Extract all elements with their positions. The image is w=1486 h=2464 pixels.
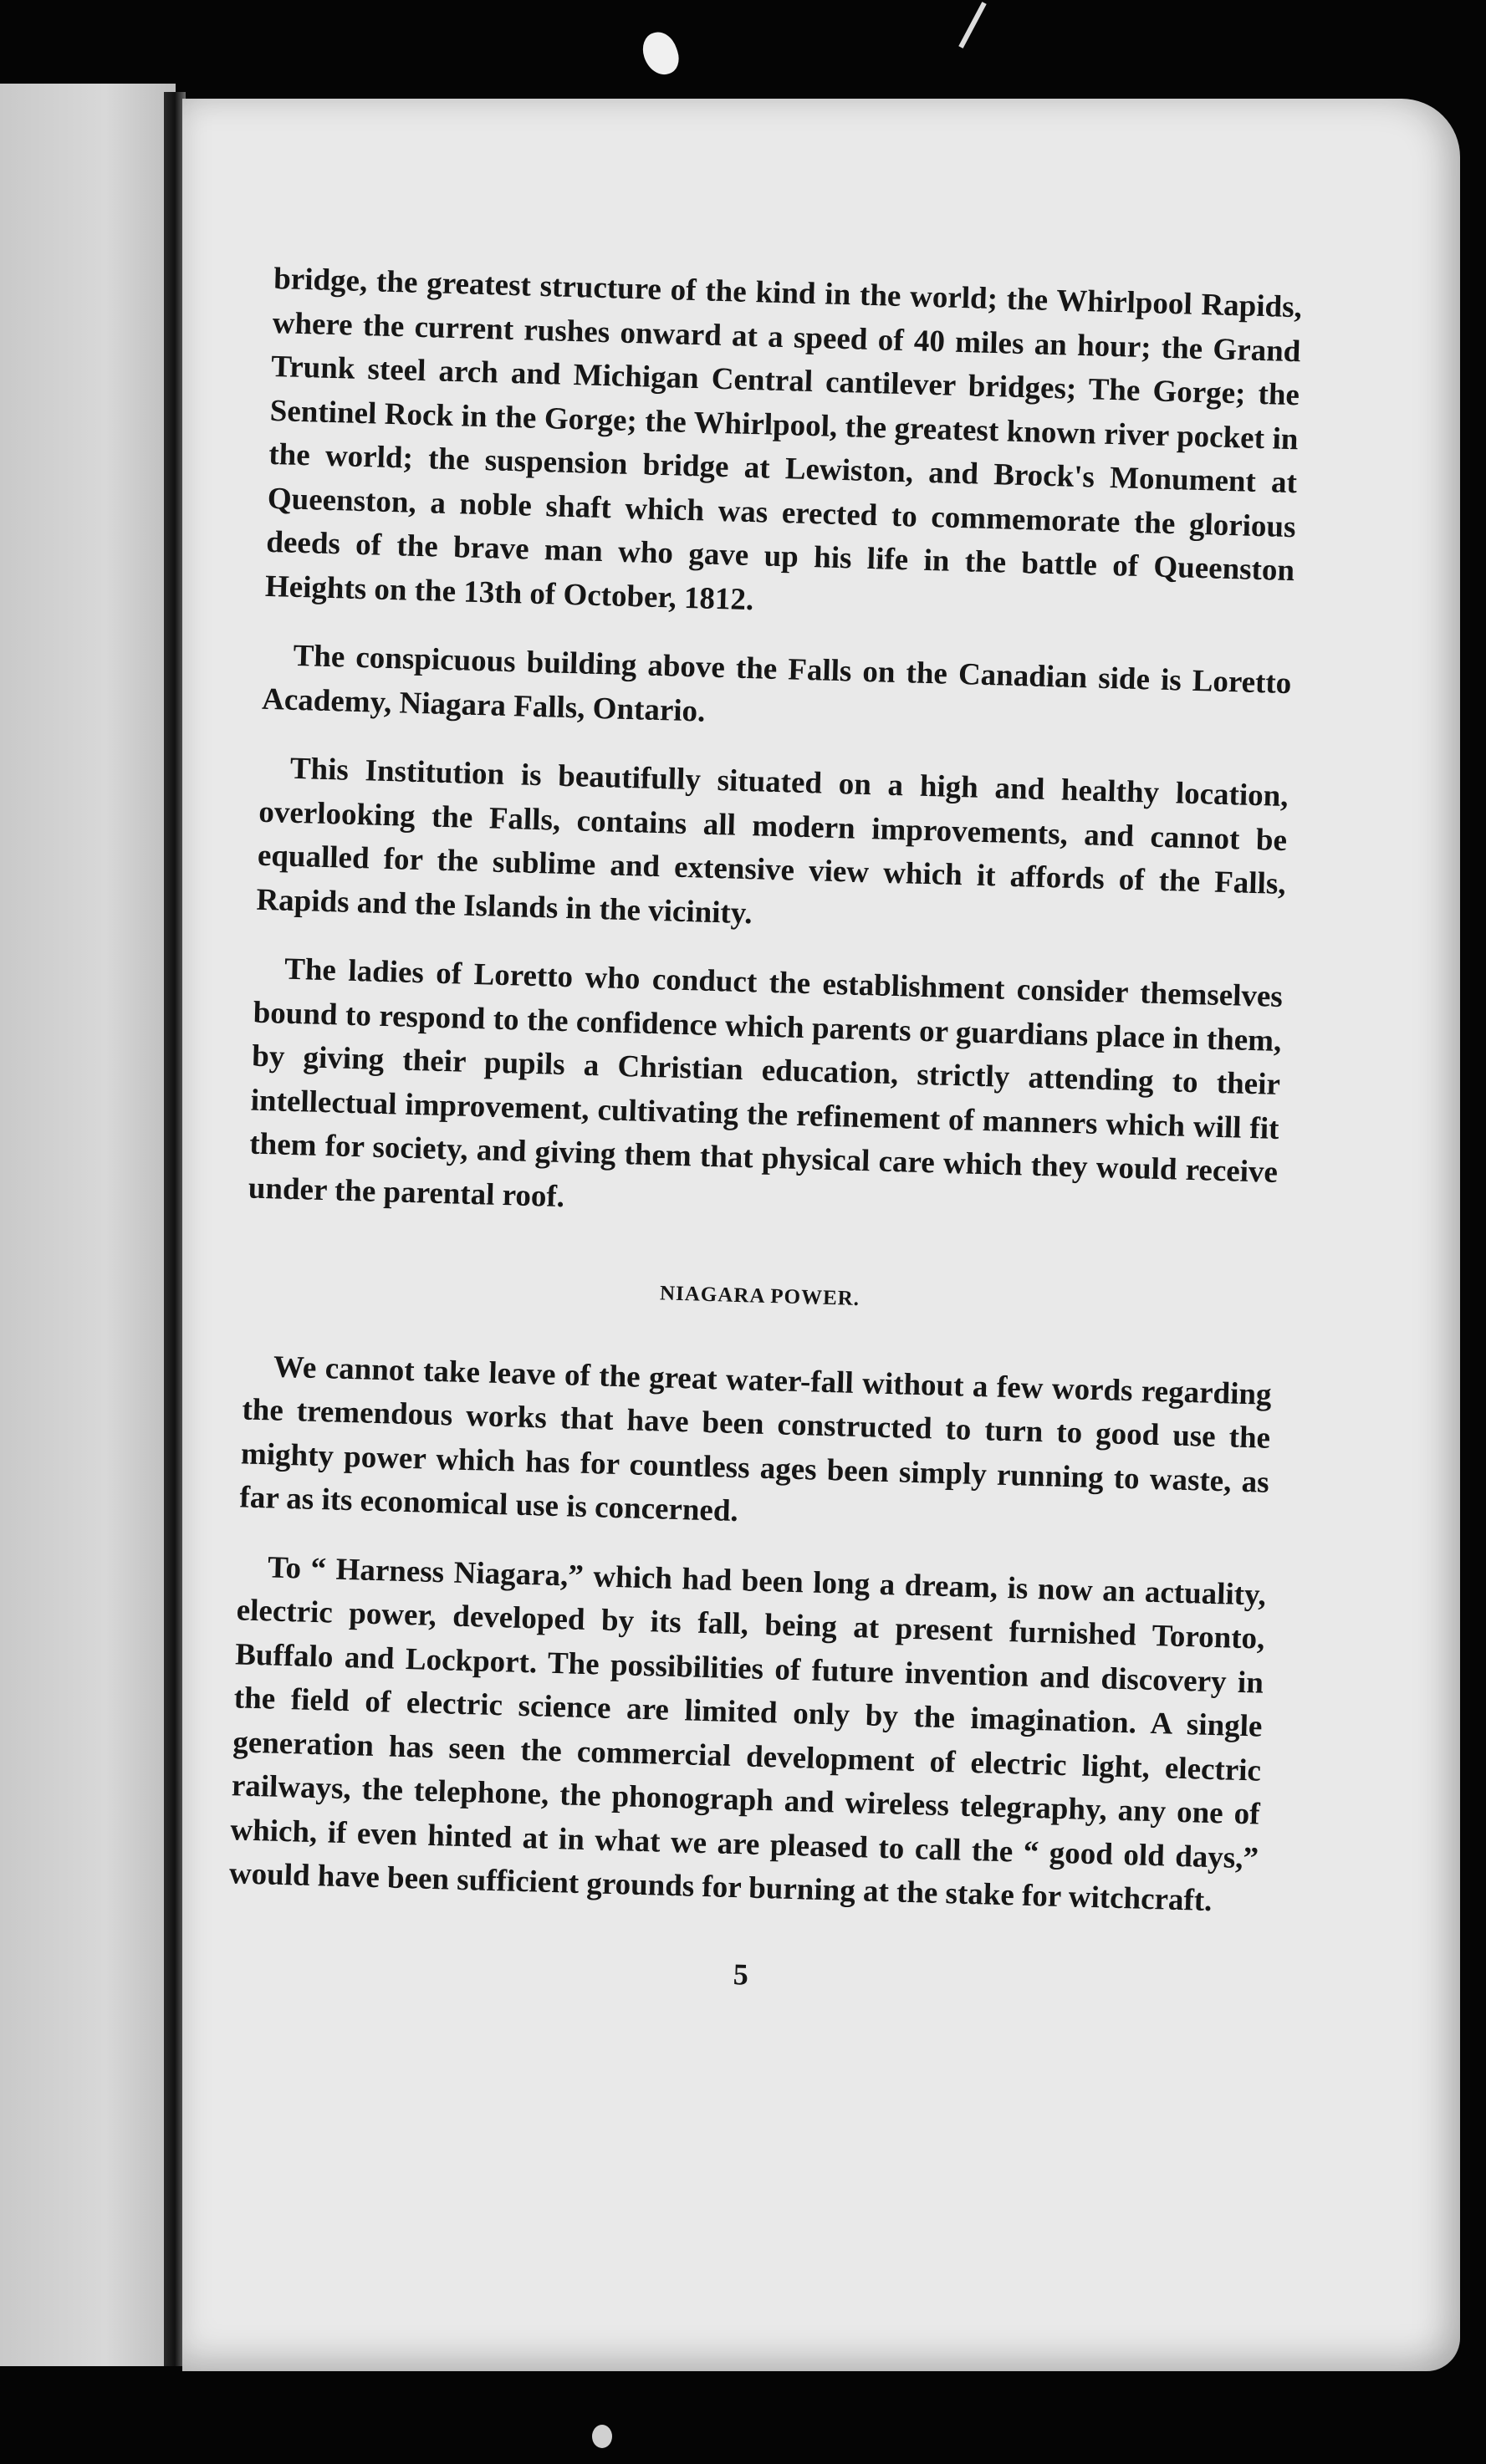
paragraph-institution: This Institution is beautifully situated on a high and healthy location, overlooking the Falls, contains all modern improvements, and cannot be equalled for the sublime and extensive view which it affords of the Falls, Rapids and the Islands in the vicinity.: [255, 751, 1289, 931]
page-text: [226, 258, 1302, 2011]
book-page: [182, 99, 1460, 2371]
facing-page-edge: [0, 84, 176, 2366]
paragraph-ladies-of-loretto: The ladies of Loretto who conduct the establishment consider themselves bound to respond to the confidence which parents or guardians place in them, by giving their pupils a Christian education, strictly attending to their intellectual improvement, cultivating the refinement of manners which will fit them for society, and giving them that physical care which they would receive under the parental roof.: [248, 951, 1284, 1214]
paragraph-landmarks: bridge, the greatest structure of the kind in the world; the Whirlpool Rapids, where the current rushes onward at a speed of 40 miles an hour; the Grand Trunk steel arch and Michigan Central cantilever bridges; The Gorge; the Sentinel Rock in the Gorge; the Whirlpool, the greatest known river pocket in the world; the suspension bridge at Lewiston, and Brock's Monument at Queenston, a noble shaft which was erected to commemorate the glorious deeds of the brave man who gave up his life in the battle of Queenston Heights on the 13th of October, 1812.: [264, 261, 1303, 617]
paragraph-loretto-academy: The conspicuous building above the Falls on the Canadian side is Loretto Academy, Niagara Falls, Ontario.: [261, 638, 1292, 729]
section-heading: NIAGARA POWER.: [659, 1282, 860, 1311]
scan-dust-mark: [592, 2425, 612, 2448]
paragraph-harness-niagara: To “ Harness Niagara,” which had been long a dream, is now an actuality, electric power, developed by its fall, being at present furnished Toronto, Buffalo and Lockport. The possibilities of future invention and discovery in the field of electric science are limited only by the imagination. A single generation has seen the commercial development of electric light, electric railways, the telephone, the phonograph and wireless telegraphy, any one of which, if even hinted at in what we are pleased to call the “ good old days,” would have been sufficient grounds for burning at the stake for witchcraft.: [228, 1549, 1267, 1919]
paragraph-water-fall: We cannot take leave of the great water-fall without a few words regarding the tremendous works that have been constructed to turn to good use the mighty power which has for countless ages been simply running to waste, as far as its economical use is concerned.: [239, 1349, 1273, 1529]
page-number: 5: [733, 1956, 749, 1992]
